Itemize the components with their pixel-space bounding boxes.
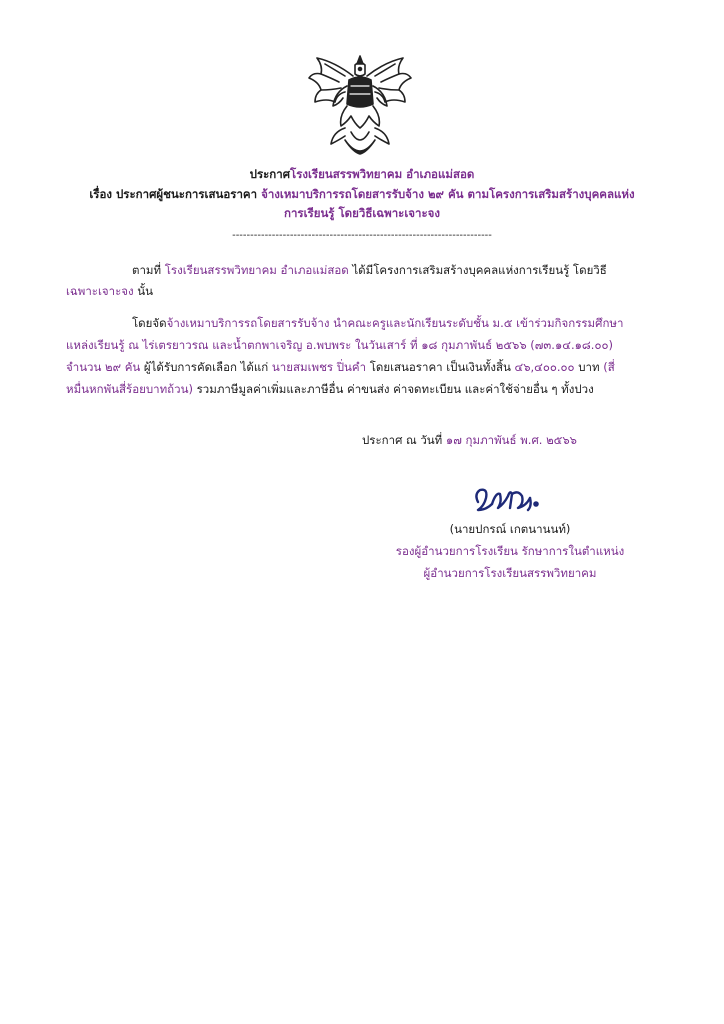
signatory-position-2: ผู้อำนวยการโรงเรียนสรรพวิทยาคม [423, 566, 597, 580]
p1-school: โรงเรียนสรรพวิทยาคม อำเภอแม่สอด [164, 263, 349, 277]
p1-end: นั้น [137, 284, 154, 298]
p2-price-words: หมื่นหกพันสี่ร้อยบาทถ้วน) [66, 382, 193, 396]
p2-price-words-start: (สี่ [603, 360, 615, 374]
paragraph-2-line-2 [66, 337, 613, 353]
p2-currency: บาท [578, 360, 600, 374]
p1-text: ตามที่ [132, 263, 162, 277]
paragraph-1-line-2 [66, 283, 153, 299]
subject-line-1 [0, 186, 724, 202]
announcement-title [0, 166, 724, 182]
p2-price-label: โดยเสนอราคา เป็นเงินทั้งสิ้น [369, 360, 511, 374]
subject-detail-cont: การเรียนรู้ โดยวิธีเฉพาะเจาะจง [284, 206, 440, 220]
subject-detail: จ้างเหมาบริการรถโดยสารรับจ้าง ๒๙ คัน ตามโครงการเสริมสร้างบุคคลแห่ง [261, 187, 635, 201]
p2-winner-label: ผู้ได้รับการคัดเลือก ได้แก่ [143, 360, 269, 374]
p2-service: จ้างเหมาบริการรถโดยสารรับจ้าง นำคณะครูและนักเรียนระดับชั้น ม.๕ เข้าร่วมกิจกรรมศึกษา [166, 316, 624, 330]
p1-text-cont: ได้มีโครงการเสริมสร้างบุคคลแห่งการเรียนรู้ โดยวิธี [352, 263, 607, 277]
signatory-position-1: รองผู้อำนวยการโรงเรียน รักษาการในตำแหน่ง [395, 544, 625, 558]
p2-prefix: โดยจัด [132, 316, 167, 330]
signatory-name: (นายปกรณ์ เกตนานนท์) [449, 522, 571, 536]
subject-prefix: เรื่อง ประกาศผู้ชนะการเสนอราคา [89, 187, 258, 201]
announcement-prefix: ประกาศ [249, 167, 291, 181]
paragraph-2-line-1 [132, 315, 623, 331]
school-name: โรงเรียนสรรพวิทยาคม อำเภอแม่สอด [290, 167, 475, 181]
announce-date [362, 432, 577, 448]
date-value: ๑๗ กุมภาพันธ์ พ.ศ. ๒๕๖๖ [445, 433, 577, 447]
paragraph-2-line-4 [66, 381, 594, 397]
p2-price: ๔๖,๔๐๐.๐๐ [514, 360, 575, 374]
garuda-emblem-icon [305, 52, 415, 164]
handwritten-signature-icon [470, 480, 550, 520]
paragraph-1-line-1 [132, 262, 607, 278]
p2-inclusive-note: รวมภาษีมูลค่าเพิ่มและภาษีอื่น ค่าขนส่ง ค่าจดทะเบียน และค่าใช้จ่ายอื่น ๆ ทั้งปวง [196, 382, 594, 396]
p2-winner-name: นายสมเพชร ปิ่นคำ [271, 360, 367, 374]
date-prefix: ประกาศ ณ วันที่ [362, 433, 443, 447]
p1-method: เฉพาะเจาะจง [66, 284, 134, 298]
paragraph-2-line-3 [66, 359, 615, 375]
divider: ------------------------------------------------------------------------ [232, 230, 492, 241]
subject-line-2 [0, 205, 724, 221]
p2-quantity: จำนวน ๒๙ คัน [66, 360, 141, 374]
p2-location: แหล่งเรียนรู้ ณ ไร่เตรยาวรณ และน้ำตกพาเจริญ อ.พบพระ ในวันเสาร์ ที่ ๑๘ กุมภาพันธ์ ๒๕๖๖ (๗๓.๑๔.๑๘.๐๐) [66, 338, 613, 352]
